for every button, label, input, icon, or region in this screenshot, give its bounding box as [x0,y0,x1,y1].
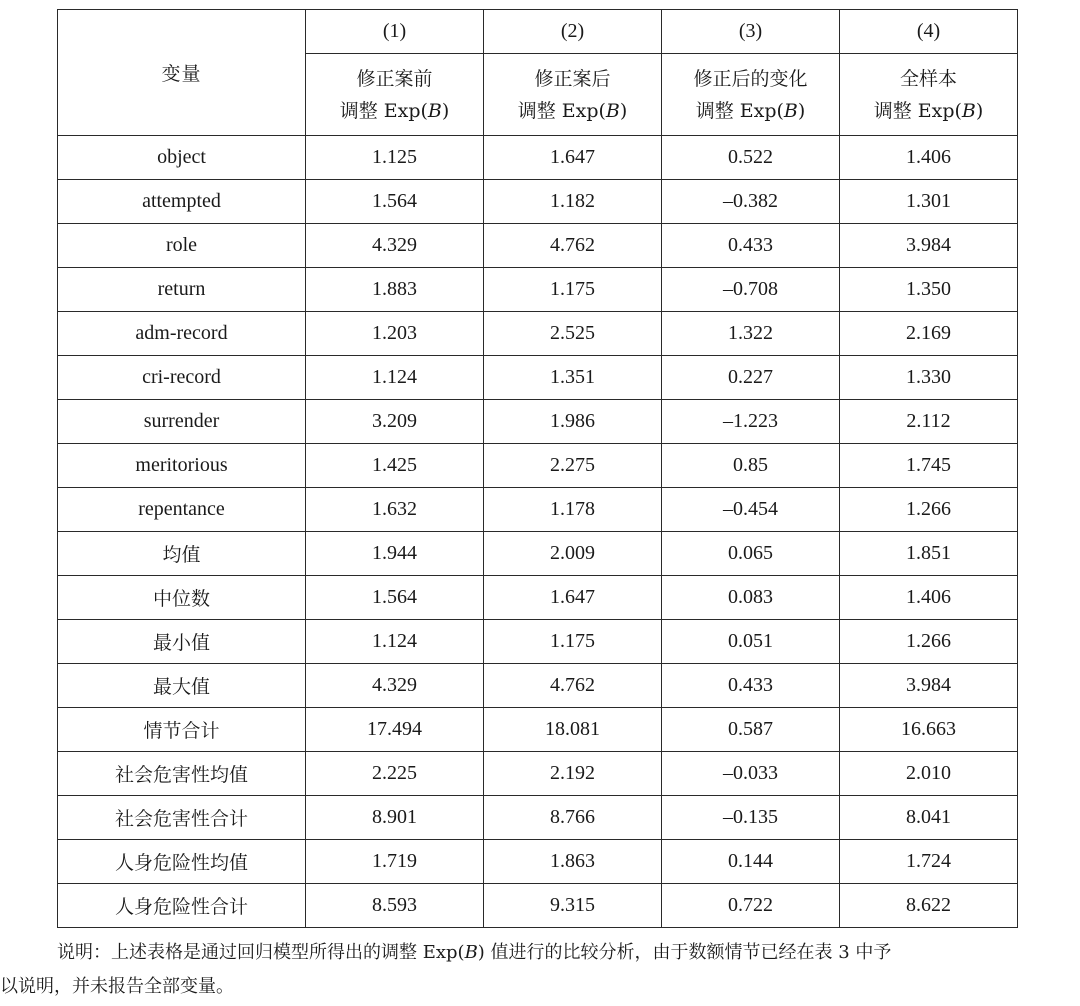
row-label: 社会危害性均值 [58,752,306,796]
row-label: 人身危险性均值 [58,840,306,884]
value-cell: 2.525 [484,312,662,356]
value-cell: 1.406 [840,576,1018,620]
value-cell: 2.225 [306,752,484,796]
column-number: (4) [840,10,1018,54]
value-cell: 0.587 [662,708,840,752]
table-row [58,488,1018,532]
table-row [58,224,1018,268]
row-label: 最小值 [58,620,306,664]
value-cell: 8.593 [306,884,484,928]
value-cell: 1.203 [306,312,484,356]
value-cell: 8.766 [484,796,662,840]
column-title: 全样本 [899,67,957,90]
value-cell: –0.708 [662,268,840,312]
value-cell: 1.175 [484,268,662,312]
row-label: 社会危害性合计 [58,796,306,840]
value-cell: 1.406 [840,136,1018,180]
column-number: (3) [662,10,840,54]
table-row [58,268,1018,312]
column-number: (2) [484,10,662,54]
value-cell: 0.85 [662,444,840,488]
value-cell: 0.433 [662,664,840,708]
value-cell: 4.329 [306,664,484,708]
column-title: 修正后的变化 [693,67,808,90]
column-header [662,54,840,136]
table-row [58,620,1018,664]
value-cell: 16.663 [840,708,1018,752]
value-cell: 1.724 [840,840,1018,884]
value-cell: 17.494 [306,708,484,752]
value-cell: 1.986 [484,400,662,444]
value-cell: 0.227 [662,356,840,400]
value-cell: 9.315 [484,884,662,928]
value-cell: 4.329 [306,224,484,268]
row-label: 均值 [58,532,306,576]
value-cell: 1.322 [662,312,840,356]
value-cell: 1.851 [840,532,1018,576]
column-subtitle: 调整 Exp(B) [873,99,984,122]
value-cell: 1.124 [306,620,484,664]
table-note [0,936,1080,1004]
table-row [58,708,1018,752]
value-cell: 1.330 [840,356,1018,400]
value-cell: 4.762 [484,664,662,708]
table-row [58,312,1018,356]
row-label: 中位数 [58,576,306,620]
row-label: adm-record [58,312,306,356]
value-cell: 8.622 [840,884,1018,928]
value-cell: 18.081 [484,708,662,752]
value-cell: 1.863 [484,840,662,884]
value-cell: 1.182 [484,180,662,224]
note-line-1: 说明：上述表格是通过回归模型所得出的调整 Exp(B) 值进行的比较分析，由于数额情节已经在表 3 中予 [57,942,892,963]
value-cell: –0.454 [662,488,840,532]
row-label: 情节合计 [58,708,306,752]
value-cell: 0.144 [662,840,840,884]
row-label: 人身危险性合计 [58,884,306,928]
row-label: surrender [58,400,306,444]
row-label: 最大值 [58,664,306,708]
column-number: (1) [306,10,484,54]
value-cell: 1.266 [840,620,1018,664]
table-row [58,136,1018,180]
value-cell: 0.051 [662,620,840,664]
value-cell: 1.647 [484,136,662,180]
value-cell: 8.041 [840,796,1018,840]
value-cell: 3.984 [840,664,1018,708]
table-row [58,180,1018,224]
value-cell: –0.382 [662,180,840,224]
column-subtitle: 调整 Exp(B) [517,99,628,122]
table-row [58,752,1018,796]
value-cell: 4.762 [484,224,662,268]
value-cell: 1.564 [306,180,484,224]
value-cell: –1.223 [662,400,840,444]
value-cell: 0.722 [662,884,840,928]
value-cell: 1.266 [840,488,1018,532]
table-row [58,664,1018,708]
value-cell: 1.175 [484,620,662,664]
value-cell: 3.209 [306,400,484,444]
value-cell: 2.275 [484,444,662,488]
regression-comparison-table [57,9,1018,928]
row-label: return [58,268,306,312]
column-subtitle: 调整 Exp(B) [339,99,450,122]
column-header [306,54,484,136]
value-cell: 2.112 [840,400,1018,444]
table-row [58,796,1018,840]
table-row [58,576,1018,620]
value-cell: 2.169 [840,312,1018,356]
value-cell: 0.065 [662,532,840,576]
table-row [58,356,1018,400]
value-cell: 1.124 [306,356,484,400]
value-cell: 2.192 [484,752,662,796]
value-cell: 1.564 [306,576,484,620]
value-cell: 1.647 [484,576,662,620]
value-cell: 2.010 [840,752,1018,796]
column-title: 修正案后 [534,67,611,90]
value-cell: 0.433 [662,224,840,268]
row-label: cri-record [58,356,306,400]
row-label: meritorious [58,444,306,488]
header-row-numbers [58,10,1018,54]
table-row [58,532,1018,576]
table-row [58,884,1018,928]
table-row [58,444,1018,488]
value-cell: 1.745 [840,444,1018,488]
value-cell: 0.083 [662,576,840,620]
table-row [58,840,1018,884]
row-label: object [58,136,306,180]
column-title: 修正案前 [356,67,433,90]
value-cell: 1.944 [306,532,484,576]
row-label: attempted [58,180,306,224]
note-line-2: 以说明，并未报告全部变量。 [0,976,234,997]
value-cell: 1.125 [306,136,484,180]
table-row [58,400,1018,444]
value-cell: 1.883 [306,268,484,312]
value-cell: 3.984 [840,224,1018,268]
value-cell: –0.135 [662,796,840,840]
column-header [484,54,662,136]
row-label: repentance [58,488,306,532]
value-cell: 1.425 [306,444,484,488]
value-cell: 1.719 [306,840,484,884]
variable-header: 变量 [58,10,306,136]
value-cell: 1.301 [840,180,1018,224]
value-cell: 1.350 [840,268,1018,312]
value-cell: 1.351 [484,356,662,400]
value-cell: 2.009 [484,532,662,576]
value-cell: 1.632 [306,488,484,532]
value-cell: 0.522 [662,136,840,180]
column-header [840,54,1018,136]
value-cell: –0.033 [662,752,840,796]
value-cell: 8.901 [306,796,484,840]
value-cell: 1.178 [484,488,662,532]
row-label: role [58,224,306,268]
table-body [58,136,1018,928]
column-subtitle: 调整 Exp(B) [695,99,806,122]
